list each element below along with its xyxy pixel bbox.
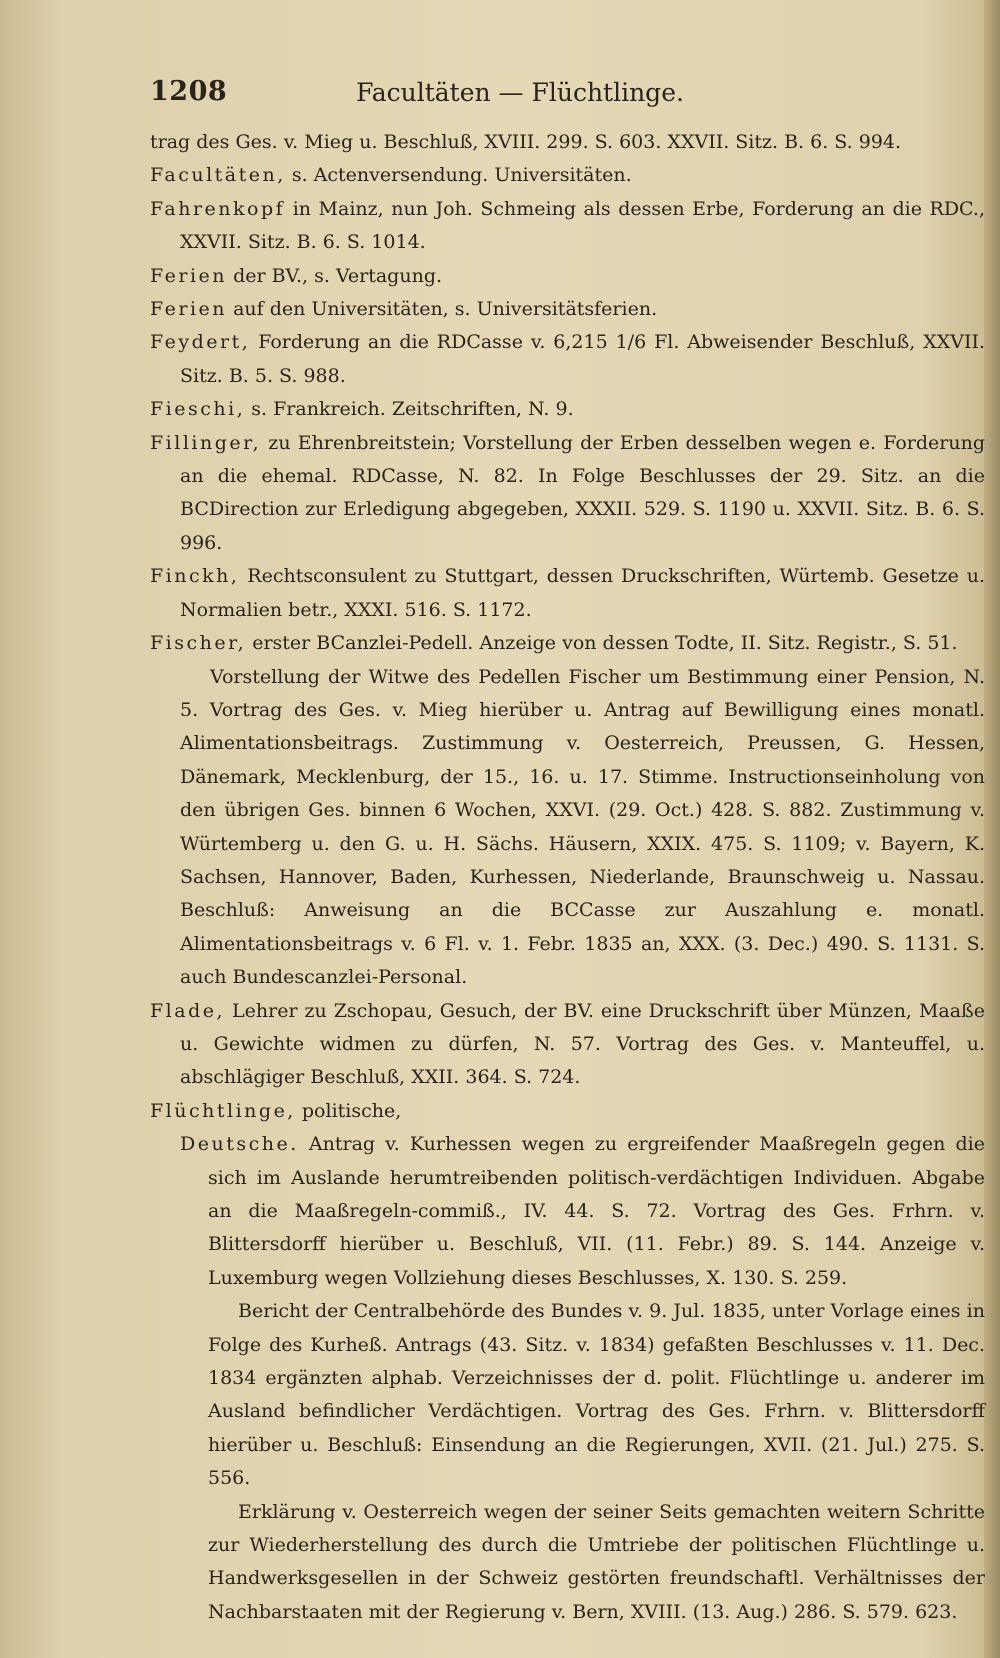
entry-lead: Flade, bbox=[150, 999, 226, 1022]
entry-lead: Fillinger, bbox=[150, 431, 262, 454]
page-header bbox=[150, 76, 890, 116]
entry-text: in Mainz, nun Joh. Schmeing als dessen Erbe, Forderung an die RDC., XXVII. Sitz. B. 6. S. 1014. bbox=[180, 197, 985, 254]
index-entry bbox=[150, 326, 985, 393]
entry-text: auf den Universitäten, s. Universitätsferien. bbox=[227, 298, 658, 321]
index-entry bbox=[150, 126, 985, 159]
entry-text: politische, bbox=[295, 1099, 402, 1122]
index-entry bbox=[150, 627, 985, 660]
entry-lead: Fischer, bbox=[150, 632, 247, 655]
entry-lead: Flüchtlinge, bbox=[150, 1099, 296, 1122]
entry-lead: Feydert, bbox=[150, 331, 251, 354]
entry-lead: Facultäten, bbox=[150, 164, 286, 187]
index-entry bbox=[150, 1095, 985, 1128]
entry-lead: Deutsche. bbox=[180, 1133, 299, 1156]
entry-lead: Finckh, bbox=[150, 565, 240, 588]
entry-lead: Fahrenkopf bbox=[150, 197, 286, 220]
index-subentry bbox=[150, 1128, 985, 1295]
page-edge bbox=[984, 0, 1000, 1658]
index-paragraph bbox=[150, 1295, 985, 1495]
index-entry bbox=[150, 560, 985, 627]
running-head: Facultäten — Flüchtlinge. bbox=[356, 78, 684, 107]
index-entry bbox=[150, 260, 985, 293]
index-entry bbox=[150, 995, 985, 1095]
entry-text: Lehrer zu Zschopau, Gesuch, der BV. eine Druckschrift über Münzen, Maaße u. Gewichte widmen zu dürfen, N. 57. Vortrag des Ges. v. Manteuffel, u. abschlägiger Beschluß, XXII. 364. S. 724. bbox=[180, 999, 985, 1089]
entry-text: Antrag v. Kurhessen wegen zu ergreifender Maaßregeln gegen die sich im Auslande herumtreibenden politisch-verdächtigen Individuen. Abgabe an die Maaßregeln-commiß., IV. 44. S. 72. Vortrag des Ges. Frhrn. v. Blittersdorff hierüber u. Beschluß, VII. (11. Febr.) 89. S. 144. Anzeige v. Luxemburg wegen Vollziehung dieses Beschlusses, X. 130. S. 259. bbox=[208, 1133, 985, 1289]
index-entry bbox=[150, 427, 985, 561]
entry-text: s. Frankreich. Zeitschriften, N. 9. bbox=[245, 398, 574, 421]
index-entry bbox=[150, 293, 985, 326]
entry-text: zu Ehrenbreitstein; Vorstellung der Erben desselben wegen e. Forderung an die ehemal. RDCasse, N. 82. In Folge Beschlusses der 29. Sitz. an die BCDirection zur Erledigung abgegeben, XXXII. 529. S. 1190 u. XXVII. Sitz. B. 6. S. 996. bbox=[180, 431, 985, 554]
entry-text: erster BCanzlei-Pedell. Anzeige von dessen Todte, II. Sitz. Registr., S. 51. bbox=[246, 632, 958, 655]
entry-text: s. Actenversendung. Universitäten. bbox=[285, 164, 632, 187]
entry-text: Forderung an die RDCasse v. 6,215 1/6 Fl. Abweisender Beschluß, XXVII. Sitz. B. 5. S. 988. bbox=[180, 331, 985, 387]
entry-text: trag des Ges. v. Mieg u. Beschluß, XVIII. 299. S. 603. XXVII. Sitz. B. 6. S. 994. bbox=[150, 131, 902, 153]
entry-text: Bericht der Centralbehörde des Bundes v. 9. Jul. 1835, unter Vorlage eines in Folge des Kurheß. Antrags (43. Sitz. v. 1834) gefaßten Beschlusses v. 11. Dec. 1834 ergänzten alphab. Verzeichnisses der d. polit. Flüchtlinge u. anderer im Ausland befindlicher Verdächtigen. Vortrag des Ges. Frhrn. v. Blittersdorff hierüber u. Beschluß: Einsendung an die Regierungen, XVII. (21. Jul.) 275. S. 556. bbox=[208, 1300, 985, 1490]
entry-text: der BV., s. Vertagung. bbox=[227, 264, 443, 287]
index-body bbox=[150, 126, 985, 1629]
entry-lead: Fieschi, bbox=[150, 398, 246, 421]
index-entry bbox=[150, 193, 985, 260]
entry-text: Erklärung v. Oesterreich wegen der seiner Seits gemachten weitern Schritte zur Wiederherstellung des durch die Umtriebe der politischen Flüchtlinge u. Handwerksgesellen in der Schweiz gestörten freundschaftl. Verhältnisses der Nachbarstaaten mit der Regierung v. Bern, XVIII. (13. Aug.) 286. S. 579. 623. bbox=[208, 1500, 985, 1623]
index-paragraph bbox=[150, 1496, 985, 1630]
index-paragraph bbox=[150, 661, 985, 995]
entry-lead: Ferien bbox=[150, 298, 228, 321]
index-entry bbox=[150, 159, 985, 192]
page-number: 1208 bbox=[150, 76, 228, 107]
index-entry bbox=[150, 393, 985, 426]
entry-text: Vorstellung der Witwe des Pedellen Fischer um Bestimmung einer Pension, N. 5. Vortrag des Ges. v. Mieg hierüber u. Antrag auf Bewilligung eines monatl. Alimentationsbeitrags. Zustimmung v. Oesterreich, Preussen, G. Hessen, Dänemark, Mecklenburg, der 15., 16. u. 17. Stimme. Instructionseinholung von den übrigen Ges. binnen 6 Wochen, XXVI. (29. Oct.) 428. S. 882. Zustimmung v. Würtemberg u. den G. u. H. Sächs. Häusern, XXIX. 475. S. 1109; v. Bayern, K. Sachsen, Hannover, Baden, Kurhessen, Niederlande, Braunschweig u. Nassau. Beschluß: Anweisung an die BCCasse zur Auszahlung e. monatl. Alimentationsbeitrags v. 6 Fl. v. 1. Febr. 1835 an, XXX. (3. Dec.) 490. S. 1131. S. auch Bundescanzlei-Personal. bbox=[180, 665, 985, 989]
entry-lead: Ferien bbox=[150, 264, 228, 287]
entry-text: Rechtsconsulent zu Stuttgart, dessen Druckschriften, Würtemb. Gesetze u. Normalien betr., XXXI. 516. S. 1172. bbox=[180, 565, 985, 621]
